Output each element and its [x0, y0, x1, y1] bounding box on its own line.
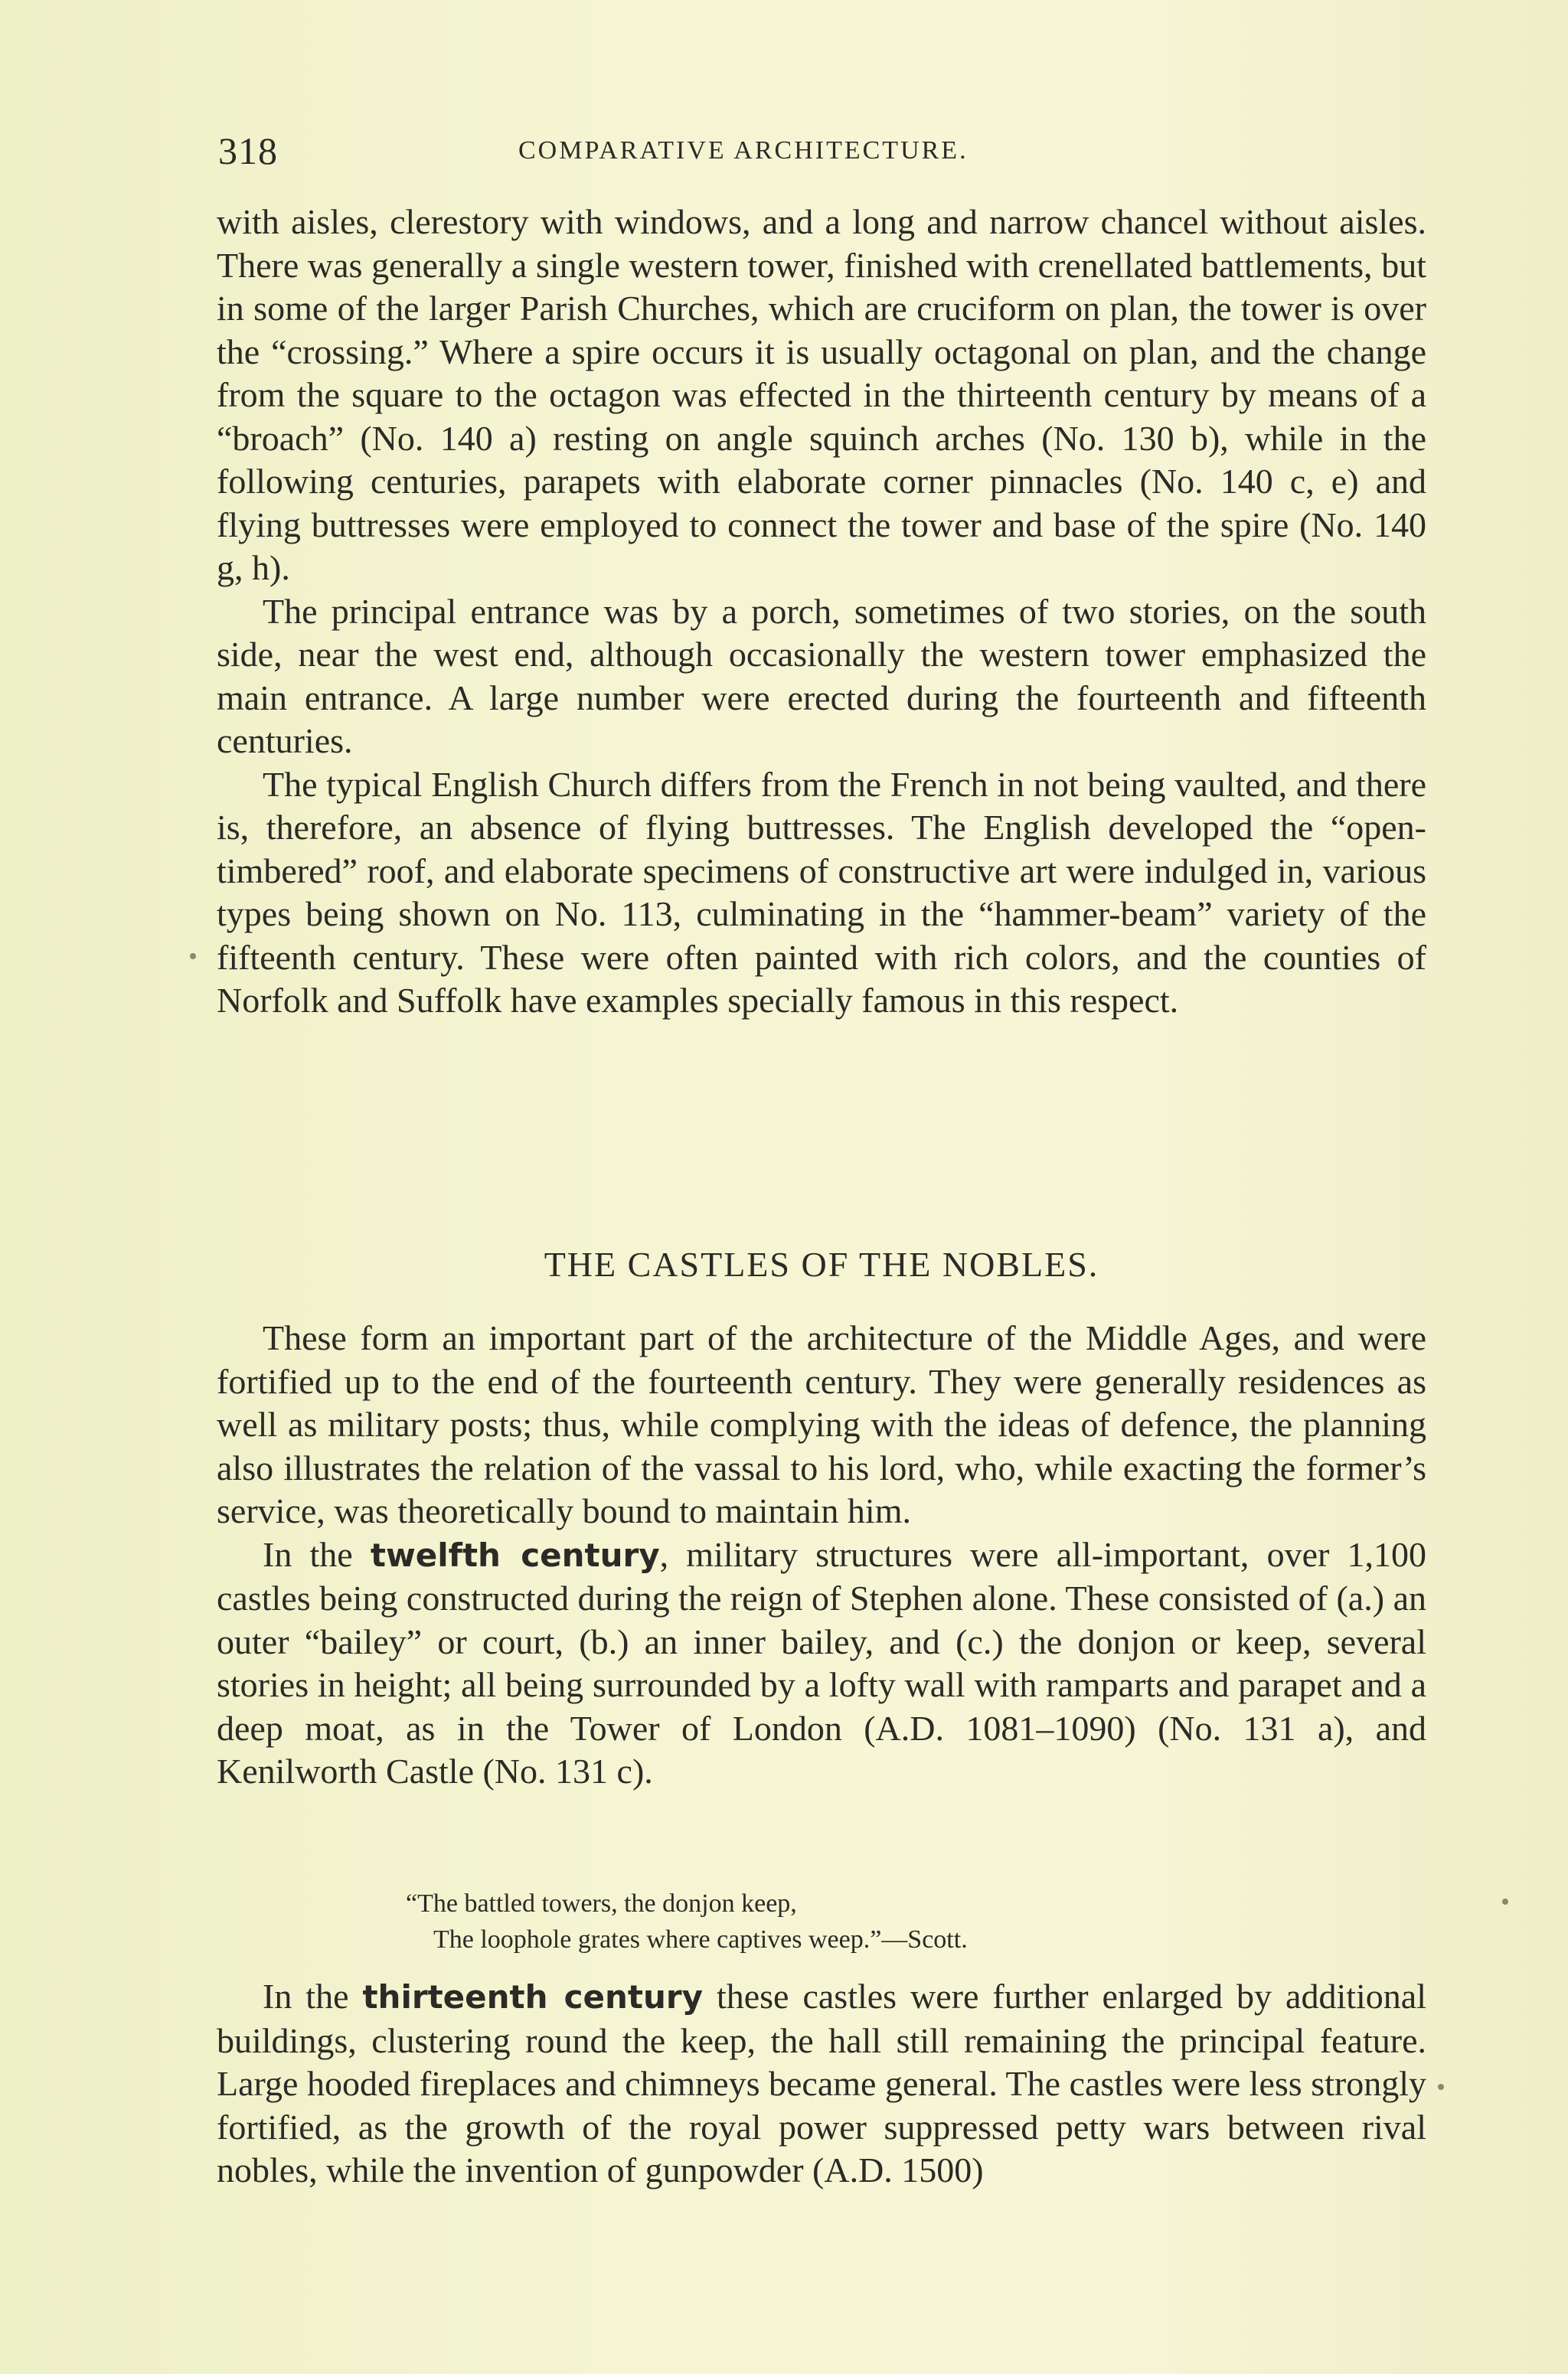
- page-number: 318: [218, 129, 278, 172]
- paragraph-thirteenth-century: [217, 1975, 1426, 2193]
- text-block-castles: [217, 1317, 1426, 1794]
- page-header: [218, 129, 1420, 182]
- paragraph-entrance: The principal entrance was by a porch, sometimes of two stories, on the south side, near the west end, although occasionally the western tower emphasized the main entrance. A large number were erected during the fourteenth and fifteenth centuries.: [217, 591, 1426, 760]
- margin-speck: [190, 953, 196, 959]
- p6-rest: these castles were further enlarged by additional buildings, clustering round the keep, the hall still remaining the principal feature. Large hooded fireplaces and chimneys became general. The castles were less strongly fortified, as the growth of the royal power suppressed petty wars between rival nobles, while the invention of gunpowder (A.D. 1500): [217, 1977, 1426, 2190]
- section-heading: THE CASTLES OF THE NOBLES.: [544, 1245, 1099, 1284]
- p5-lead: In the: [263, 1534, 371, 1574]
- paragraph-twelfth-century: [217, 1533, 1426, 1794]
- paragraph-roofs: The typical English Church differs from the French in not being vaulted, and there is, therefore, an absence of flying buttresses. The English developed the “open-timbered” roof, and elaborate specimens of constructive art were indulged in, various types being shown on No. 113, culminating in the “hammer-beam” variety of the fifteenth century. These were often painted with rich colors, and the counties of Norfolk and Suffolk have examples specially famous in this respect.: [217, 764, 1426, 1020]
- running-head: COMPARATIVE ARCHITECTURE.: [518, 136, 969, 165]
- margin-speck: [1502, 1899, 1508, 1905]
- p5-rest: , military structures were all-important, over 1,100 castles being constructed during the reign of Stephen alone. These consisted of (a.) an outer “bailey” or court, (b.) an inner bailey, and (c.) the donjon or keep, several stories in height; all being surrounded by a lofty wall with ramparts and parapet and a deep moat, as in the Tower of London (A.D. 1081–1090) (No. 131 a), and Kenilworth Castle (No. 131 c).: [217, 1534, 1427, 1791]
- thirteenth-century-term: thirteenth century: [362, 1978, 703, 2016]
- p6-lead: In the: [263, 1977, 363, 2016]
- quote-line-1: “The battled towers, the donjon keep,: [406, 1889, 797, 1918]
- twelfth-century-term: twelfth century: [370, 1536, 660, 1574]
- margin-speck: [1438, 2084, 1444, 2090]
- text-block-lower: [217, 1975, 1426, 2193]
- scott-quotation: [406, 1886, 1401, 1958]
- text-block-upper: [217, 201, 1426, 1023]
- paragraph-castles-intro: These form an important part of the architecture of the Middle Ages, and were fortified up to the end of the fourteenth century. They were generally residences as well as military posts; thus, while complying with the ideas of defence, the planning also illustrates the relation of the vassal to his lord, who, while exacting the former’s service, was theoretically bound to maintain him.: [217, 1318, 1426, 1530]
- quote-line-2: The loophole grates where captives weep.”—Scott.: [433, 1925, 968, 1954]
- paragraph-church-towers: with aisles, clerestory with windows, and a long and narrow chancel without aisles. There was generally a single western tower, finished with crenellated battlements, but in some of the larger Parish Churches, which are cruciform on plan, the tower is over the “crossing.” Where a spire occurs it is usually octagonal on plan, and the change from the square to the octagon was effected in the thirteenth century by means of a “broach” (No. 140 a) resting on angle squinch arches (No. 130 b), while in the following centuries, parapets with elaborate corner pinnacles (No. 140 c, e) and flying buttresses were employed to connect the tower and base of the spire (No. 140 g, h).: [217, 202, 1426, 587]
